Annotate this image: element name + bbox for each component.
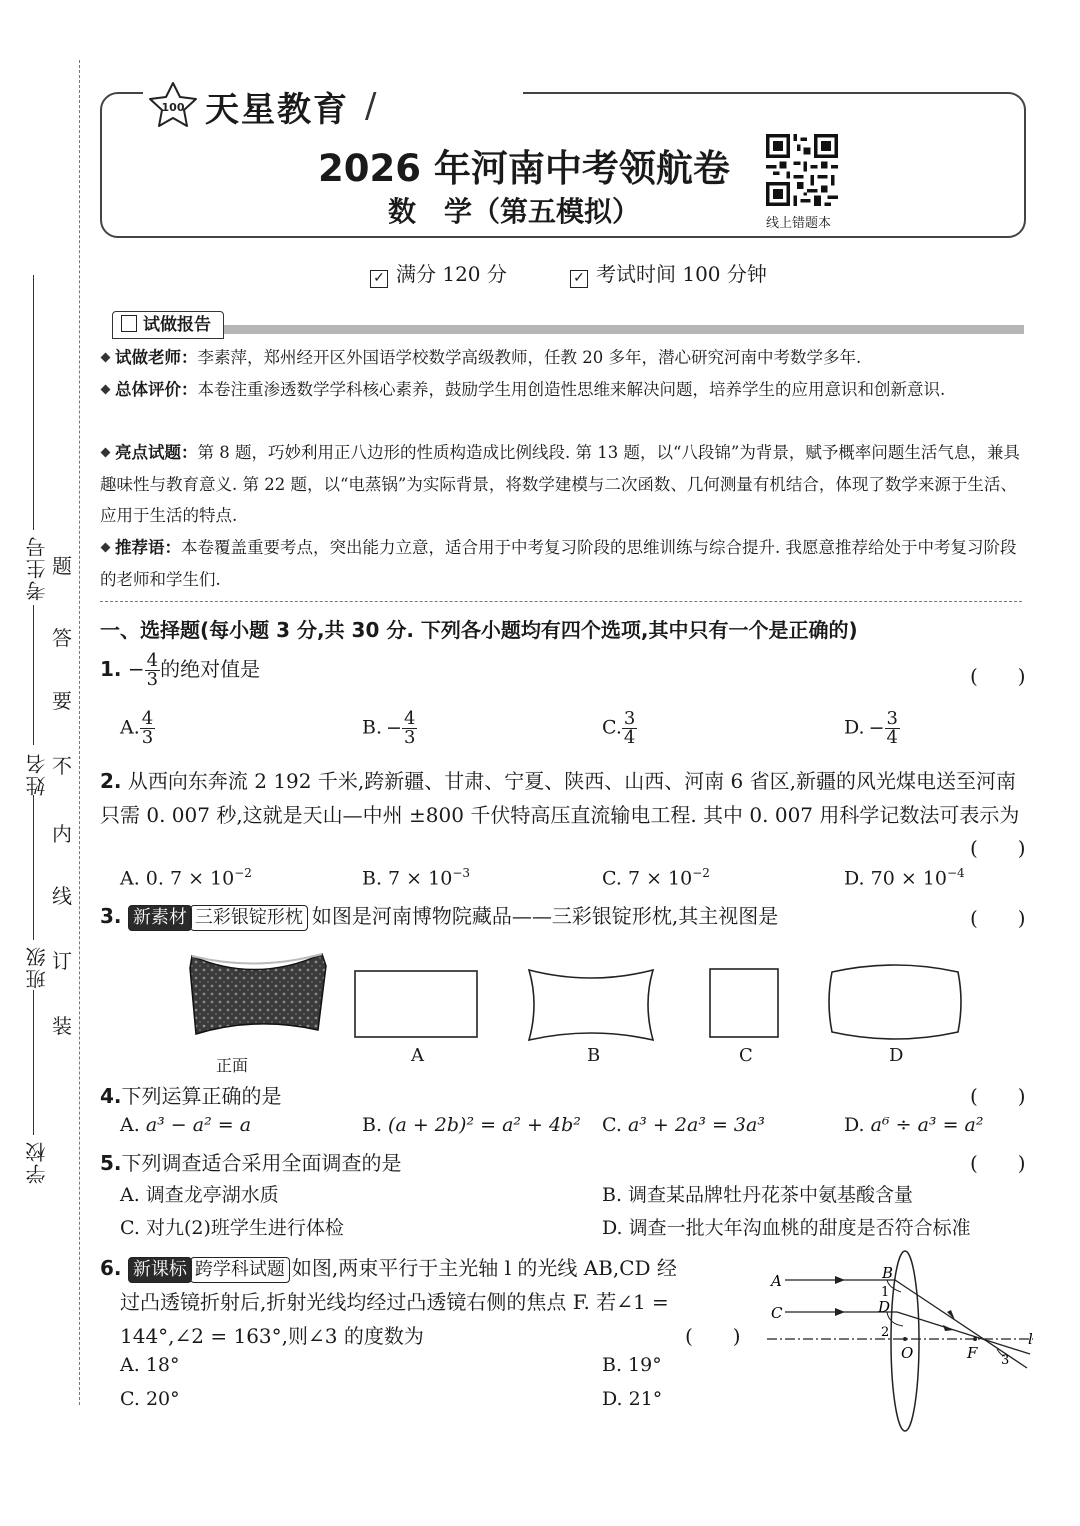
label-angle-3: 3 [1001,1353,1010,1368]
pillow-photo [186,944,328,1048]
q5-option-d[interactable]: D. 调查一批大年沟血桃的甜度是否符合标准 [602,1217,971,1239]
option-label: B. [362,716,383,739]
question-stem: 下列调查适合采用全面调查的是 [121,1151,402,1175]
report-item-text: 本卷注重渗透数学学科核心素养，鼓励学生用创造性思维来解决问题，培养学生的应用意识和创新意识. [197,380,946,399]
margin-label-name: 姓名 [25,752,49,796]
q1-option-a[interactable] [120,710,155,747]
numerator: 3 [623,708,636,729]
seal-char: 答 [52,626,72,650]
denominator: 3 [146,669,159,690]
option-label: C. 7 × 10 [602,867,693,890]
tag-cross-subject: 跨学科试题 [190,1257,290,1283]
checkbox-icon: ✓ [570,270,588,288]
margin-label-school: 学校 [25,1140,49,1184]
margin-label-class: 班级 [25,945,49,989]
question-4 [100,1080,282,1109]
q3-figure-c[interactable] [709,968,781,1044]
report-tab [112,311,224,339]
seal-char: 不 [52,754,72,778]
exponent: −3 [452,866,471,880]
report-item-evaluation [100,374,1025,406]
report-item-tester [100,342,1025,374]
answer-bracket[interactable]: ( ) [970,836,1026,860]
question-1 [100,652,260,689]
margin-label-exam-number: 考生号 [25,535,49,601]
report-bar [112,325,1024,334]
q3-figure-d[interactable] [828,962,962,1046]
q3-figure-label: A [411,1045,424,1066]
label-angle-2: 2 [881,1325,890,1340]
margin-fill-line [33,795,34,940]
question-2 [100,764,1035,832]
seal-char: 要 [52,689,72,713]
q1-fraction [145,652,160,689]
margin-fill-line [33,275,34,530]
q2-option-b[interactable] [362,866,470,889]
q6-option-d[interactable]: D. 21° [602,1388,663,1410]
report-item-label: 试做老师： [115,348,198,367]
exam-subtitle: 数 学（第五模拟） [388,195,641,228]
label-d: D [878,1298,891,1316]
q2-option-a[interactable] [120,866,252,889]
exponent: −4 [947,866,965,880]
q3-figure-label: C [739,1045,753,1066]
answer-bracket[interactable]: ( ) [970,1151,1026,1175]
center-point [903,1337,907,1341]
q3-figure-a[interactable] [354,970,478,1044]
q6-option-a[interactable]: A. 18° [120,1354,180,1376]
denominator: 4 [886,727,898,748]
report-item-text: 本卷覆盖重要考点，突出能力立意，适合用于中考复习阶段的思维训练与综合提升. 我愿意推荐给处于中考复习阶段的老师和学生们. [100,538,1017,589]
q3-figure-label: B [587,1045,601,1066]
qr-label: 线上错题本 [766,216,832,231]
option-label: B. [362,1114,389,1136]
question-3 [100,900,778,931]
option-sign: − [386,716,402,739]
question-stem: 如图是河南博物院藏品——三彩银锭形枕,其主视图是 [311,904,779,928]
report-item-label: 亮点试题： [115,443,198,462]
option-label: A. 0. 7 × 10 [120,867,235,890]
lens-diagram [765,1246,1040,1440]
label-f: F [967,1344,978,1362]
answer-bracket[interactable]: ( ) [970,664,1026,688]
label-o: O [901,1344,914,1362]
q5-option-a[interactable]: A. 调查龙亭湖水质 [120,1184,279,1206]
question-stem: 的绝对值是 [160,657,261,681]
section-title: 一、选择题(每小题 3 分,共 30 分. 下列各小题均有四个选项,其中只有一个是正确的) [100,618,858,642]
q4-option-b[interactable] [362,1114,581,1136]
focus-point [973,1337,977,1341]
checkbox-icon: ✓ [370,270,388,288]
q1-option-c[interactable] [602,710,637,747]
label-angle-1: 1 [881,1285,890,1300]
answer-bracket[interactable]: ( ) [970,1084,1026,1108]
full-score-text: 满分 120 分 [396,262,507,286]
option-expression: a³ − a² = a [145,1114,252,1136]
q6-option-b[interactable]: B. 19° [602,1354,662,1376]
exponent: −2 [234,866,252,880]
label-b: B [882,1264,894,1282]
option-expression: (a + 2b)² = a² + 4b² [388,1114,581,1136]
seal-char: 订 [52,949,72,973]
question-number: 2. [100,769,122,793]
numerator: 4 [141,708,154,729]
section-divider [100,601,1022,602]
numerator: 4 [146,650,159,671]
exam-title: 2026 年河南中考领航卷 [318,147,730,190]
report-item-recommendation [100,532,1025,595]
brand-slash: / [365,86,377,126]
denominator: 3 [141,727,154,748]
q3-figure-b[interactable] [527,968,655,1046]
q2-option-c[interactable] [602,866,710,889]
question-6-line3: 144°,∠2 = 163°,则∠3 的度数为 [120,1324,424,1348]
question-6-line2: 过凸透镜折射后,折射光线均经过凸透镜右侧的焦点 F. 若∠1 = [120,1290,669,1314]
numerator: 3 [886,708,898,729]
question-number: 6. [100,1256,122,1280]
tag-new-standard: 新课标 [128,1257,192,1283]
option-sign: − [868,716,885,739]
report-item-highlights [100,437,1025,532]
option-label: D. [844,1114,871,1136]
tag-topic: 三彩银锭形枕 [190,905,308,931]
label-c: C [771,1304,783,1322]
q1-option-d[interactable] [844,710,900,747]
label-l: l [1028,1330,1033,1348]
full-score [370,258,507,287]
option-label: D. [844,716,865,739]
option-expression: a³ + 2a³ = 3a³ [627,1114,765,1136]
question-6 [100,1252,760,1283]
question-number: 5. [100,1151,122,1175]
report-item-label: 总体评价： [115,380,198,399]
arrow-icon [943,1325,954,1331]
report-item-label: 推荐语： [115,538,181,557]
q6-option-c[interactable]: C. 20° [120,1388,180,1410]
exponent: −2 [692,866,710,880]
exam-time [570,258,767,287]
question-number: 3. [100,904,122,928]
denominator: 4 [623,727,636,748]
option-label: A. [120,716,140,739]
q2-option-d[interactable] [844,866,965,889]
report-tab-label: 试做报告 [143,315,211,335]
brand-name: 天星教育 [205,90,349,130]
arrow-icon [835,1308,845,1316]
report-item-text: 李素萍，郑州经开区外国语学校数学高级教师，任教 20 多年，潜心研究河南中考数学多年. [197,348,862,367]
star-logo-text: 100 [161,101,185,114]
q1-minus: − [127,657,145,681]
report-item-text: 第 8 题，巧妙利用正八边形的性质构造成比例线段. 第 13 题，以“八段锦”为背景，赋予概率问题生活气息，兼具趣味性与教育意义. 第 22 题，以“电蒸锅”为实际背景，将数学建模与二次函数、几何测量有机结合，体现了数学来源于生活、应用于生活的特点. [100,443,1020,525]
label-a: A [771,1272,782,1290]
tag-new-material: 新素材 [128,905,192,931]
question-stem: 从西向东奔流 2 192 千米,跨新疆、甘肃、宁夏、陕西、山西、河南 6 省区,新疆的风光煤电送至河南只需 0. 007 秒,这就是天山—中州 ±800 千伏特高压直流输电工程. 其中 0. 007 用科学记数法可表示为 [100,769,1020,827]
seal-char: 装 [52,1014,72,1038]
denominator: 3 [403,727,416,748]
option-label: A. [120,1114,146,1136]
refracted-ray-d [897,1312,1030,1354]
photo-label: 正面 [216,1056,249,1075]
q4-option-c[interactable] [602,1114,765,1136]
q5-option-c[interactable]: C. 对九(2)班学生进行体检 [120,1217,344,1239]
seal-char: 内 [52,822,72,846]
margin-fill-line [33,605,34,745]
margin-fill-line [33,990,34,1135]
option-expression: a⁶ ÷ a³ = a² [870,1114,984,1136]
question-5 [100,1147,402,1176]
answer-bracket[interactable]: ( ) [685,1324,741,1348]
arrow-icon [835,1276,845,1284]
q3-figure-label: D [889,1045,904,1066]
seal-char: 线 [52,884,72,908]
answer-bracket[interactable]: ( ) [970,906,1026,930]
seal-char: 题 [52,554,72,578]
option-label: C. [602,1114,628,1136]
report-book-icon [121,315,137,332]
question-number: 4. [100,1084,122,1108]
numerator: 4 [403,708,416,729]
option-label: C. [602,716,622,739]
question-stem: 下列运算正确的是 [121,1084,282,1108]
exam-time-text: 考试时间 100 分钟 [596,262,767,286]
question-stem-line1: 如图,两束平行于主光轴 l 的光线 AB,CD 经 [291,1256,677,1280]
star-logo-icon [145,80,201,134]
option-label: B. 7 × 10 [362,867,453,890]
q5-option-b[interactable]: B. 调查某品牌牡丹花茶中氨基酸含量 [602,1184,914,1206]
q4-option-d[interactable] [844,1114,983,1136]
q4-option-a[interactable] [120,1114,251,1136]
binding-dashed-line [79,60,80,1405]
q1-option-b[interactable] [362,710,417,747]
question-number: 1. [100,657,122,681]
option-label: D. 70 × 10 [844,867,947,890]
qr-code-icon[interactable] [766,134,838,206]
